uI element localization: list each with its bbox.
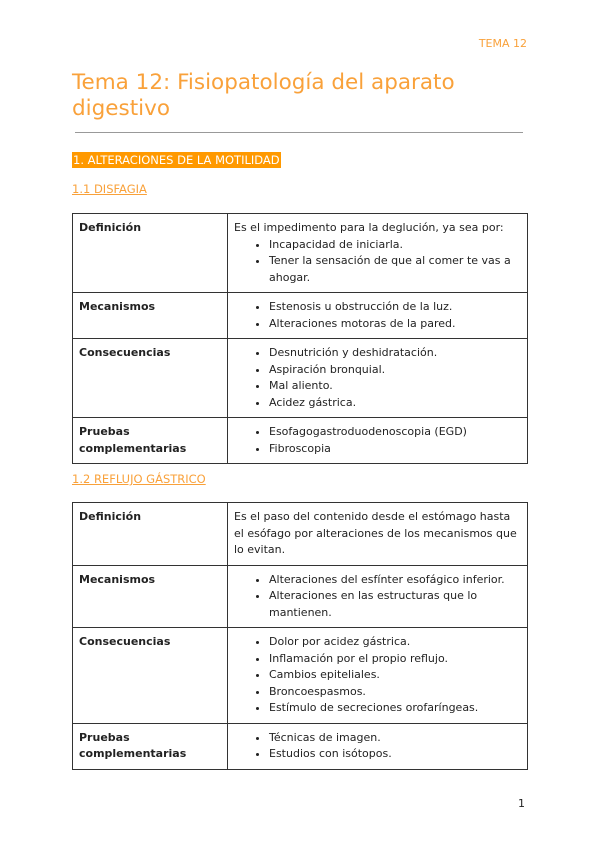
list-item: • Alteraciones en las estructuras que lo mantienen.: [269, 588, 521, 621]
list-item: • Broncoespasmos.: [269, 684, 521, 701]
bullet-list: [234, 634, 521, 717]
row-content: [228, 418, 528, 464]
row-content: [228, 339, 528, 418]
row-label: Mecanismos: [73, 565, 228, 628]
page-title: Tema 12: Fisiopatología del aparato digestivo: [72, 70, 455, 121]
row-label: Pruebas complementarias: [73, 723, 228, 769]
table-row: [73, 339, 528, 418]
list-item: • Aspiración bronquial.: [269, 362, 521, 379]
table-row: [73, 418, 528, 464]
row-content: [228, 628, 528, 724]
disfagia-table: [72, 213, 528, 464]
list-item: • Técnicas de imagen.: [269, 730, 521, 747]
bullet-list: [234, 299, 521, 332]
section-heading: 1. ALTERACIONES DE LA MOTILIDAD: [73, 153, 280, 167]
row-intro: Es el paso del contenido desde el estómago hasta el esófago por alteraciones de los mecanismos que lo evitan.: [234, 510, 517, 556]
row-intro: Es el impedimento para la deglución, ya sea por:: [234, 221, 504, 234]
bullet-list: [234, 730, 521, 763]
list-item: • Alteraciones del esfínter esofágico inferior.: [269, 572, 521, 589]
row-content: [228, 565, 528, 628]
list-item: • Esofagogastroduodenoscopia (EGD): [269, 424, 521, 441]
reflujo-table: [72, 502, 528, 770]
subsection-heading-disfagia: 1.1 DISFAGIA: [72, 182, 147, 196]
list-item: • Estudios con isótopos.: [269, 746, 521, 763]
list-item: • Mal aliento.: [269, 378, 521, 395]
bullet-list: [234, 424, 521, 457]
list-item: • Incapacidad de iniciarla.: [269, 237, 521, 254]
row-content: [228, 214, 528, 293]
row-label: Definición: [73, 214, 228, 293]
row-label: Mecanismos: [73, 293, 228, 339]
list-item: • Estenosis u obstrucción de la luz.: [269, 299, 521, 316]
list-item: • Cambios epiteliales.: [269, 667, 521, 684]
table-row: [73, 723, 528, 769]
subsection-heading-reflujo: 1.2 REFLUJO GÁSTRICO: [72, 472, 206, 486]
table-row: [73, 565, 528, 628]
list-item: • Fibroscopia: [269, 441, 521, 458]
table-row: [73, 293, 528, 339]
list-item: • Estímulo de secreciones orofaríngeas.: [269, 700, 521, 717]
row-content: [228, 723, 528, 769]
list-item: • Inflamación por el propio reflujo.: [269, 651, 521, 668]
row-label: Consecuencias: [73, 339, 228, 418]
bullet-list: [234, 345, 521, 411]
table-row: [73, 214, 528, 293]
bullet-list: [234, 237, 521, 287]
row-content: [228, 293, 528, 339]
table-row: [73, 628, 528, 724]
divider: [75, 132, 523, 133]
page-number: 1: [518, 797, 525, 810]
list-item: • Acidez gástrica.: [269, 395, 521, 412]
list-item: • Dolor por acidez gástrica.: [269, 634, 521, 651]
list-item: • Tener la sensación de que al comer te vas a ahogar.: [269, 253, 521, 286]
row-content: [228, 503, 528, 566]
page-header: TEMA 12: [478, 37, 527, 50]
row-label: Definición: [73, 503, 228, 566]
row-label: Consecuencias: [73, 628, 228, 724]
list-item: • Alteraciones motoras de la pared.: [269, 316, 521, 333]
table-row: [73, 503, 528, 566]
bullet-list: [234, 572, 521, 622]
list-item: • Desnutrición y deshidratación.: [269, 345, 521, 362]
row-label: Pruebas complementarias: [73, 418, 228, 464]
